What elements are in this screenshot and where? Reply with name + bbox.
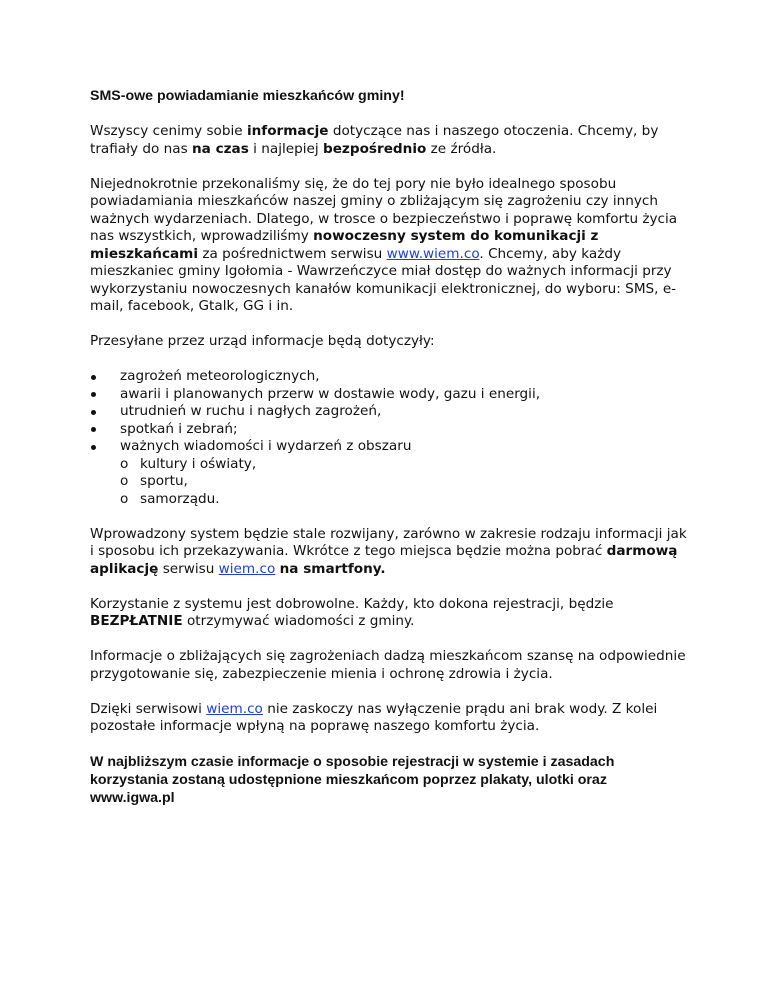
closing-paragraph: W najbliższym czasie informacje o sposobie rejestracji w systemie i zasadach korzystania zostaną udostępnione mieszkańcom poprzez plakaty, ulotki oraz www.igwa.pl <box>90 754 615 806</box>
bold-text: na smartfony. <box>279 560 386 577</box>
topics-intro: Przesyłane przez urząd informacje będą dotyczyły: <box>90 333 435 349</box>
list-item-label: utrudnień w ruchu i nagłych zagrożeń, <box>120 403 382 419</box>
text-run: za pośrednictwem serwisu <box>198 245 387 262</box>
document-title: SMS-owe powiadamianie mieszkańców gminy! <box>90 88 405 104</box>
list-item-label: ważnych wiadomości i wydarzeń z obszaru <box>120 438 412 454</box>
text-run: . Chcemy, aby każdy mieszkaniec gminy Igołomia - Wawrzeńczyce miał dostęp do ważnych informacji przy wykorzystaniu nowoczesnych kanałów komunikacji elektronicznej, do wyboru: SMS, e-mail, facebook, Gtalk, GG i in. <box>90 245 677 314</box>
bold-text: darmową aplikację <box>90 543 678 577</box>
bullet-icon <box>91 375 96 380</box>
sub-list-item <box>120 473 688 491</box>
list-item-label: spotkań i zebrań; <box>120 420 238 437</box>
text-run: serwisu <box>158 560 219 577</box>
text-run: Dzięki serwisowi <box>90 700 207 717</box>
bold-text: informacje <box>246 123 329 139</box>
wiem-link[interactable]: wiem.co <box>218 560 276 577</box>
text-run: otrzymywać wiadomości z gminy. <box>182 613 415 629</box>
document-page <box>90 88 688 825</box>
wiem-link[interactable]: www.wiem.co <box>386 245 480 262</box>
list-item <box>90 438 688 508</box>
sub-list-item-label: kultury i oświaty, <box>140 455 257 472</box>
bold-text: bezpośrednio <box>322 140 427 157</box>
list-item <box>90 368 688 386</box>
sub-list-item <box>120 456 688 474</box>
text-run: Korzystanie z systemu jest dobrowolne. Każdy, kto dokona rejestracji, będzie <box>90 595 614 612</box>
circle-bullet-icon: o <box>120 473 129 489</box>
text-run: dotyczące nas i naszego otoczenia. Chcemy, by trafiały do nas <box>90 123 659 157</box>
list-item <box>90 403 688 421</box>
text-run: Niejednokrotnie przekonaliśmy się, że do tej pory nie było idealnego sposobu powiadamiania mieszkańców naszej gminy o zbliżającym się zagrożeniu czy innych ważnych wydarzeniach. Dlatego, w trosce o bezpieczeństwo i poprawę komfortu życia nas wszystkich, wprowadziliśmy <box>90 175 678 244</box>
list-item-label: awarii i planowanych przerw w dostawie wody, gazu i energii, <box>120 385 541 402</box>
text-run: Wprowadzony system będzie stale rozwijany, zarówno w zakresie rodzaju informacji jak i sposobu ich przekazywania. Wkrótce z tego miejsca będzie można pobrać <box>90 525 687 559</box>
bold-text: nowoczesny system do komunikacji z mieszkańcami <box>90 228 599 262</box>
system-paragraph <box>90 176 688 316</box>
development-paragraph <box>90 526 688 579</box>
bullet-icon <box>91 410 96 415</box>
sub-topics-list <box>120 456 688 509</box>
safety-paragraph: Informacje o zbliżających się zagrożeniach dadzą mieszkańcom szansę na odpowiednie przygotowanie się, zabezpieczenie mienia i ochronę zdrowia i życia. <box>90 648 686 682</box>
bullet-icon <box>91 445 96 450</box>
text-run: i najlepiej <box>248 140 323 157</box>
text-run: nie zaskoczy nas wyłączenie prądu ani brak wody. Z kolei pozostałe informacje wpłyną na poprawę naszego komfortu życia. <box>90 700 658 734</box>
intro-paragraph <box>90 123 688 158</box>
text-run: Wszyscy cenimy sobie <box>90 123 247 139</box>
sub-list-item <box>120 491 688 509</box>
benefits-paragraph <box>90 701 688 736</box>
sub-list-item-label: sportu, <box>140 473 188 489</box>
list-item <box>90 421 688 439</box>
list-item <box>90 386 688 404</box>
topics-list <box>90 368 688 508</box>
text-run: ze źródła. <box>426 140 497 157</box>
circle-bullet-icon: o <box>120 455 129 472</box>
list-item-label: zagrożeń meteorologicznych, <box>120 368 320 384</box>
sub-list-item-label: samorządu. <box>140 490 220 507</box>
bold-text: na czas <box>192 140 249 157</box>
bullet-icon <box>91 392 96 397</box>
wiem-link[interactable]: wiem.co <box>206 700 263 717</box>
bullet-icon <box>91 427 96 432</box>
free-usage-paragraph <box>90 596 688 631</box>
circle-bullet-icon: o <box>120 490 129 507</box>
bold-text: BEZPŁATNIE <box>90 613 183 629</box>
